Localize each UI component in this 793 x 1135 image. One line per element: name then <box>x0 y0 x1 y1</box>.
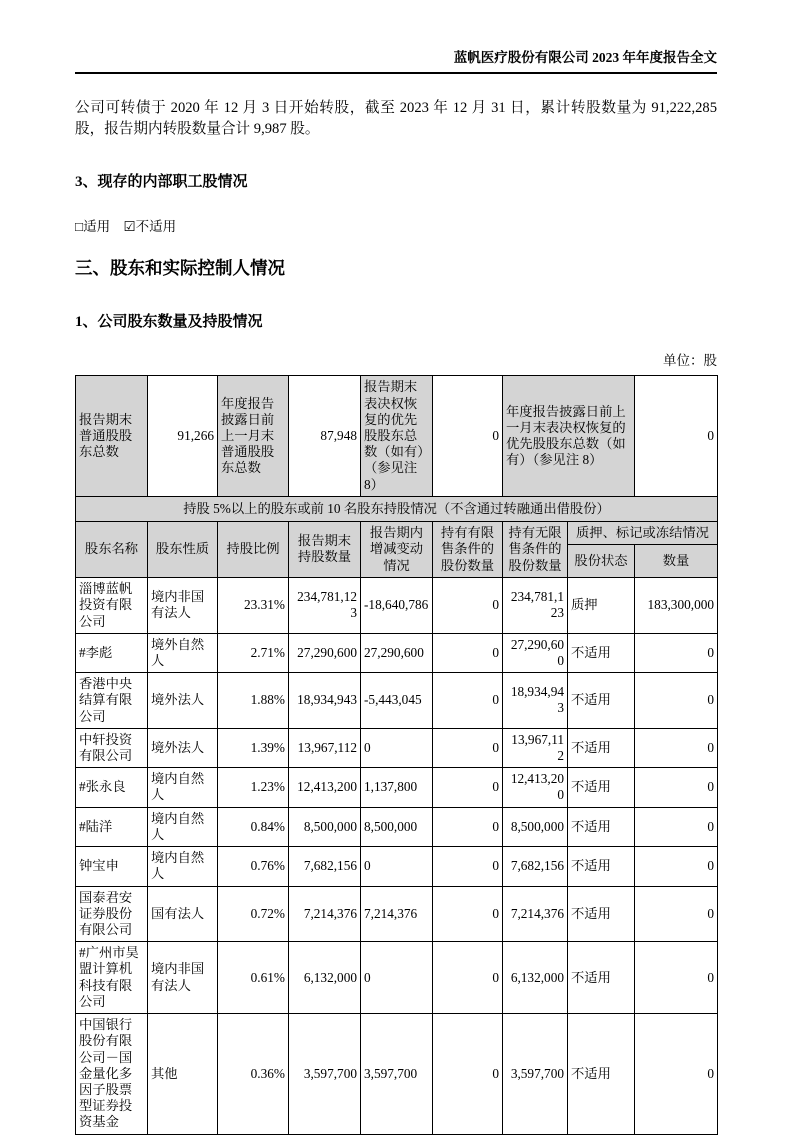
cell-unrestricted-shares: 234,781,123 <box>503 578 568 634</box>
col-header-holding-ratio: 持股比例 <box>218 521 289 577</box>
shareholder-row <box>76 1014 718 1135</box>
cell-unrestricted-shares: 13,967,112 <box>503 728 568 767</box>
cell-unrestricted-shares: 7,214,376 <box>503 886 568 942</box>
cell-change-in-period: -18,640,786 <box>361 578 433 634</box>
running-head-title: 蓝帆医疗股份有限公司 2023 年年度报告全文 <box>75 46 717 74</box>
cell-restricted-shares: 0 <box>433 847 503 886</box>
col-header-shareholder-nature: 股东性质 <box>148 521 218 577</box>
cell-unrestricted-shares: 18,934,943 <box>503 673 568 729</box>
cell-shareholder-nature: 国有法人 <box>148 886 218 942</box>
cell-holding-ratio: 1.23% <box>218 768 289 807</box>
cell-shareholder-nature: 境外法人 <box>148 728 218 767</box>
cell-change-in-period: 0 <box>361 942 433 1014</box>
cell-shareholder-nature: 境内自然人 <box>148 768 218 807</box>
cell-shares-end-of-period: 3,597,700 <box>289 1014 361 1135</box>
col-header-unrestricted-shares: 持有无限售条件的股份数量 <box>503 521 568 577</box>
cell-holding-ratio: 2.71% <box>218 633 289 672</box>
cell-shares-end-of-period: 7,214,376 <box>289 886 361 942</box>
top10-section-band: 持股 5%以上的股东或前 10 名股东持股情况（不含通过转融通出借股份） <box>76 496 718 521</box>
cell-share-status: 质押 <box>568 578 635 634</box>
cell-shares-end-of-period: 12,413,200 <box>289 768 361 807</box>
cell-shareholder-nature: 境外自然人 <box>148 633 218 672</box>
cell-holding-ratio: 0.76% <box>218 847 289 886</box>
cell-unrestricted-shares: 6,132,000 <box>503 942 568 1014</box>
cell-pledge-quantity: 0 <box>635 728 718 767</box>
cell-holding-ratio: 23.31% <box>218 578 289 634</box>
cell-shareholder-name: 香港中央结算有限公司 <box>76 673 148 729</box>
cell-shareholder-name: #广州市昊盟计算机科技有限公司 <box>76 942 148 1014</box>
summary-label-preferred-holders-end: 报告期末表决权恢复的优先股股东总数（如有）（参见注8） <box>361 376 433 497</box>
unit-label: 单位：股 <box>663 353 717 369</box>
cell-change-in-period: 3,597,700 <box>361 1014 433 1135</box>
shareholder-row <box>76 728 718 767</box>
heading-shareholder-count-and-holdings: 1、公司股东数量及持股情况 <box>75 314 263 331</box>
shareholder-row <box>76 942 718 1014</box>
cell-shares-end-of-period: 13,967,112 <box>289 728 361 767</box>
cell-restricted-shares: 0 <box>433 633 503 672</box>
summary-label-preferred-holders-prior-month: 年度报告披露日前上一月末表决权恢复的优先股股东总数（如有）（参见注 8） <box>503 376 635 497</box>
summary-label-ordinary-holders-end: 报告期末普通股股东总数 <box>76 376 148 497</box>
shareholder-row <box>76 768 718 807</box>
cell-shareholder-nature: 境内非国有法人 <box>148 578 218 634</box>
cell-shareholder-nature: 境外法人 <box>148 673 218 729</box>
col-header-pledge-quantity: 数量 <box>635 545 718 578</box>
summary-value-preferred-holders-prior-month: 0 <box>635 376 718 497</box>
cell-share-status: 不适用 <box>568 673 635 729</box>
cell-change-in-period: 7,214,376 <box>361 886 433 942</box>
applicability-line <box>75 215 717 235</box>
cell-shareholder-nature: 境内自然人 <box>148 807 218 846</box>
cell-restricted-shares: 0 <box>433 578 503 634</box>
col-header-shares-end-of-period: 报告期末持股数量 <box>289 521 361 577</box>
cell-shares-end-of-period: 234,781,123 <box>289 578 361 634</box>
cell-pledge-quantity: 0 <box>635 807 718 846</box>
summary-value-ordinary-holders-prior-month: 87,948 <box>289 376 361 497</box>
cell-shares-end-of-period: 8,500,000 <box>289 807 361 846</box>
cell-restricted-shares: 0 <box>433 942 503 1014</box>
heading-shareholders-and-controllers: 三、股东和实际控制人情况 <box>75 258 285 279</box>
cell-change-in-period: 1,137,800 <box>361 768 433 807</box>
cell-change-in-period: -5,443,045 <box>361 673 433 729</box>
cell-pledge-quantity: 0 <box>635 886 718 942</box>
col-header-share-status: 股份状态 <box>568 545 635 578</box>
heading-internal-employee-shares: 3、现存的内部职工股情况 <box>75 174 248 191</box>
cell-share-status: 不适用 <box>568 847 635 886</box>
cell-unrestricted-shares: 3,597,700 <box>503 1014 568 1135</box>
cell-shareholder-nature: 其他 <box>148 1014 218 1135</box>
cell-pledge-quantity: 0 <box>635 633 718 672</box>
col-header-shareholder-name: 股东名称 <box>76 521 148 577</box>
summary-label-ordinary-holders-prior-month: 年度报告披露日前上一月末普通股股东总数 <box>218 376 289 497</box>
cell-share-status: 不适用 <box>568 942 635 1014</box>
cell-shareholder-name: #张永良 <box>76 768 148 807</box>
col-header-restricted-shares: 持有有限售条件的股份数量 <box>433 521 503 577</box>
cell-pledge-quantity: 0 <box>635 673 718 729</box>
col-header-pledge-group: 质押、标记或冻结情况 <box>568 521 718 544</box>
cell-shares-end-of-period: 7,682,156 <box>289 847 361 886</box>
cell-pledge-quantity: 0 <box>635 847 718 886</box>
convertible-bond-paragraph: 公司可转债于 2020 年 12 月 3 日开始转股，截至 2023 年 12 月 31 日，累计转股数量为 91,222,285 股，报告期内转股数量合计 9,987 股。 <box>75 100 717 138</box>
cell-change-in-period: 8,500,000 <box>361 807 433 846</box>
cell-shares-end-of-period: 6,132,000 <box>289 942 361 1014</box>
cell-shareholder-name: #陆洋 <box>76 807 148 846</box>
cell-restricted-shares: 0 <box>433 768 503 807</box>
cell-restricted-shares: 0 <box>433 807 503 846</box>
cell-holding-ratio: 0.72% <box>218 886 289 942</box>
cell-shareholder-name: 中国银行股份有限公司－国金量化多因子股票型证券投资基金 <box>76 1014 148 1135</box>
cell-restricted-shares: 0 <box>433 728 503 767</box>
summary-value-preferred-holders-end: 0 <box>433 376 503 497</box>
cell-shares-end-of-period: 27,290,600 <box>289 633 361 672</box>
cell-change-in-period: 0 <box>361 728 433 767</box>
applicable-checkbox-option: □适用 <box>75 219 111 235</box>
summary-value-ordinary-holders-end: 91,266 <box>148 376 218 497</box>
cell-restricted-shares: 0 <box>433 886 503 942</box>
cell-restricted-shares: 0 <box>433 1014 503 1135</box>
cell-pledge-quantity: 0 <box>635 942 718 1014</box>
cell-share-status: 不适用 <box>568 768 635 807</box>
cell-shareholder-name: 淄博蓝帆投资有限公司 <box>76 578 148 634</box>
shareholder-row <box>76 673 718 729</box>
cell-shareholder-nature: 境内自然人 <box>148 847 218 886</box>
cell-unrestricted-shares: 27,290,600 <box>503 633 568 672</box>
cell-share-status: 不适用 <box>568 1014 635 1135</box>
cell-shareholder-name: 国泰君安证券股份有限公司 <box>76 886 148 942</box>
cell-unrestricted-shares: 12,413,200 <box>503 768 568 807</box>
holders-table-body <box>76 578 718 1135</box>
cell-shareholder-nature: 境内非国有法人 <box>148 942 218 1014</box>
cell-pledge-quantity: 0 <box>635 1014 718 1135</box>
cell-shares-end-of-period: 18,934,943 <box>289 673 361 729</box>
column-header-row <box>76 521 718 544</box>
cell-holding-ratio: 0.84% <box>218 807 289 846</box>
cell-shareholder-name: #李彪 <box>76 633 148 672</box>
shareholder-summary-row <box>76 376 718 497</box>
cell-change-in-period: 0 <box>361 847 433 886</box>
col-header-change-in-period: 报告期内增减变动情况 <box>361 521 433 577</box>
not-applicable-checkbox-option: ☑不适用 <box>123 219 177 235</box>
shareholder-row <box>76 886 718 942</box>
cell-shareholder-name: 中轩投资有限公司 <box>76 728 148 767</box>
cell-unrestricted-shares: 8,500,000 <box>503 807 568 846</box>
cell-pledge-quantity: 0 <box>635 768 718 807</box>
cell-restricted-shares: 0 <box>433 673 503 729</box>
cell-share-status: 不适用 <box>568 633 635 672</box>
cell-share-status: 不适用 <box>568 728 635 767</box>
cell-unrestricted-shares: 7,682,156 <box>503 847 568 886</box>
shareholder-row <box>76 807 718 846</box>
cell-holding-ratio: 0.61% <box>218 942 289 1014</box>
cell-pledge-quantity: 183,300,000 <box>635 578 718 634</box>
cell-share-status: 不适用 <box>568 886 635 942</box>
cell-holding-ratio: 1.39% <box>218 728 289 767</box>
cell-shareholder-name: 钟宝申 <box>76 847 148 886</box>
cell-holding-ratio: 1.88% <box>218 673 289 729</box>
top10-section-band-row <box>76 496 718 521</box>
cell-share-status: 不适用 <box>568 807 635 846</box>
cell-holding-ratio: 0.36% <box>218 1014 289 1135</box>
shareholder-row <box>76 633 718 672</box>
shareholder-row <box>76 847 718 886</box>
cell-change-in-period: 27,290,600 <box>361 633 433 672</box>
shareholder-row <box>76 578 718 634</box>
shareholders-table <box>75 375 718 1134</box>
